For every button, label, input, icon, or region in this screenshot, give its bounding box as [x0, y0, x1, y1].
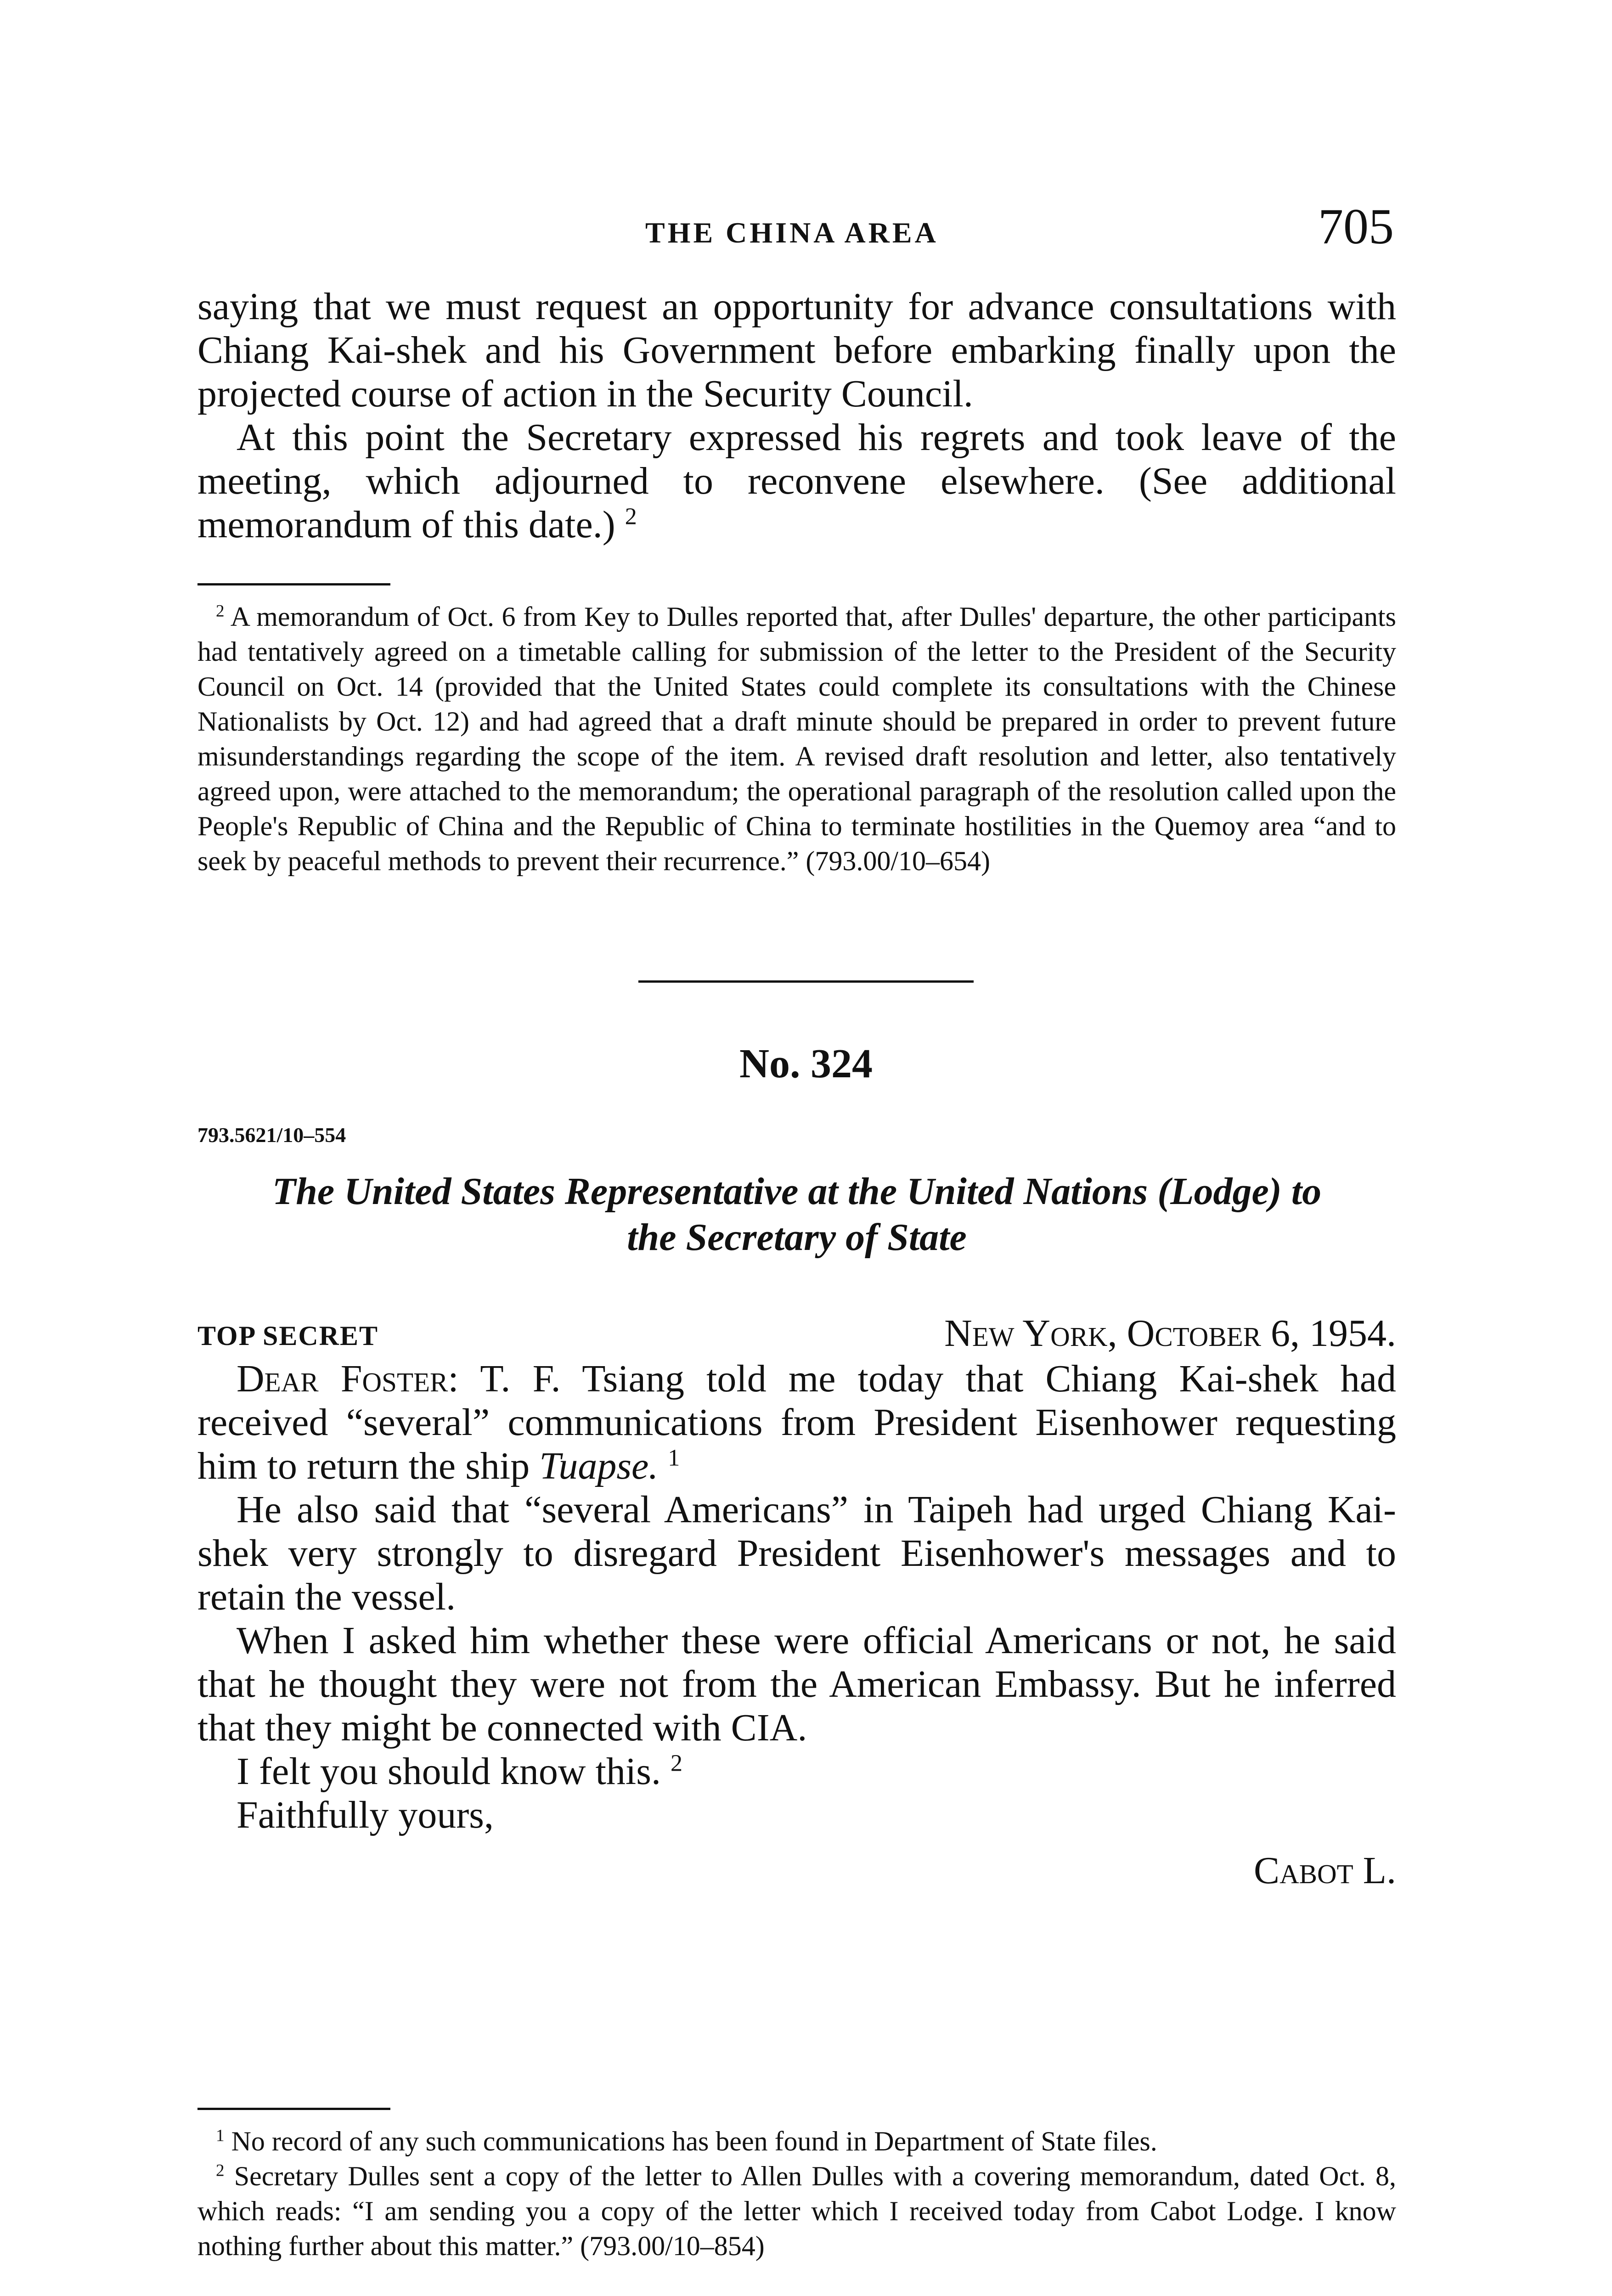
- continuation-text: [197, 285, 1396, 546]
- document-title-line: the Secretary of State: [627, 1216, 967, 1259]
- footnote-marker: 2: [216, 602, 225, 621]
- footnote: [197, 2124, 1396, 2159]
- signature: Cabot L.: [1254, 1849, 1396, 1892]
- footnote-reference: 2: [625, 503, 637, 530]
- letter-paragraph: [197, 1357, 1396, 1488]
- footnote-divider: [197, 583, 390, 585]
- ship-name: Tuapse.: [539, 1445, 659, 1487]
- footnote-block-top: [197, 599, 1396, 878]
- footnote-block-bottom: [197, 2124, 1396, 2263]
- footnote-text: Secretary Dulles sent a copy of the letter to Allen Dulles with a covering memorandum, dated Oct. 8, which reads: “I am sending you a copy of the letter which I received today from Cabot Lodge. I know nothing further about this matter.” (793.00/10–854): [197, 2161, 1396, 2261]
- paragraph-text: I felt you should know this.: [237, 1750, 661, 1793]
- page-number: 705: [1318, 198, 1394, 254]
- file-reference: 793.5621/10–554: [197, 1123, 346, 1147]
- document-title: [197, 1169, 1396, 1261]
- salutation: Dear Foster:: [237, 1357, 459, 1400]
- continuation-paragraph: saying that we must request an opportunity for advance consultations with Chiang Kai-shek and his Government before embarking finally upon the projected course of action in the Security Council.: [197, 285, 1396, 415]
- letter-paragraph: When I asked him whether these were official Americans or not, he said that he thought they were not from the American Embassy. But he inferred that they might be connected with CIA.: [197, 1619, 1396, 1749]
- classification-label: TOP SECRET: [197, 1321, 379, 1351]
- letter-paragraph: [197, 1750, 1396, 1793]
- footnote-text: A memorandum of Oct. 6 from Key to Dulles reported that, after Dulles' departure, the other participants had tentatively agreed on a timetable calling for submission of the letter to the President of the Security Council on Oct. 14 (provided that the United States could complete its consultations with the Chinese Nationalists by Oct. 12) and had agreed that a draft minute should be prepared in order to prevent future misunderstandings regarding the scope of the item. A revised draft resolution and letter, also tentatively agreed upon, were attached to the memorandum; the operational paragraph of the resolution called upon the People's Republic of China and the Republic of China to terminate hostilities in the Quemoy area “and to seek by peaceful methods to prevent their recurrence.” (793.00/10–654): [197, 602, 1396, 876]
- footnote: [197, 599, 1396, 878]
- footnote-marker: 1: [216, 2126, 225, 2145]
- letter-body: [197, 1357, 1396, 1837]
- footnote-divider: [197, 2108, 390, 2110]
- document-number: No. 324: [739, 1041, 873, 1086]
- paragraph-text: T. F. Tsiang told me today that Chiang Kai-shek had received “several” communications from President Eisenhower requesting him to return the ship: [197, 1357, 1397, 1487]
- closing: Faithfully yours,: [237, 1794, 494, 1836]
- footnote-reference: 2: [670, 1750, 683, 1777]
- place-date: New York, October 6, 1954.: [944, 1312, 1396, 1355]
- running-title: THE CHINA AREA: [645, 216, 939, 249]
- paragraph-text: At this point the Secretary expressed his regrets and took leave of the meeting, which adjourned to reconvene elsewhere. (See additional memorandum of this date.): [197, 416, 1396, 546]
- continuation-paragraph: [197, 416, 1396, 546]
- section-divider: [638, 980, 974, 983]
- footnote-reference: 1: [668, 1445, 680, 1471]
- footnote-text: No record of any such communications has been found in Department of State files.: [231, 2126, 1157, 2156]
- footnote: [197, 2159, 1396, 2263]
- letter-paragraph: He also said that “several Americans” in Taipeh had urged Chiang Kai-shek very strongly to disregard President Eisenhower's messages and to retain the vessel.: [197, 1488, 1396, 1618]
- footnote-marker: 2: [216, 2161, 225, 2180]
- document-title-line: The United States Representative at the United Nations (Lodge) to: [272, 1170, 1322, 1213]
